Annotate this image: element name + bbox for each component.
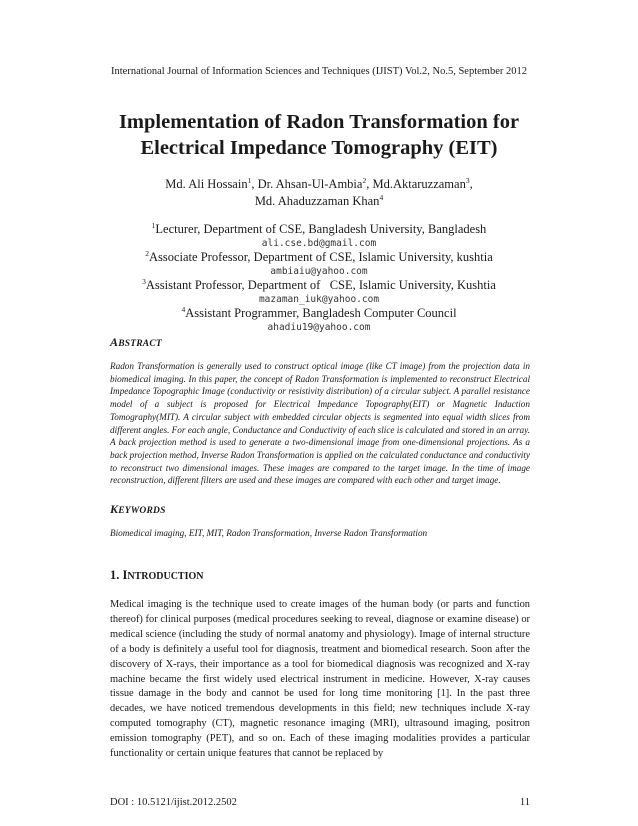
affiliation-text (60, 250, 578, 265)
author-1-name: Md. Ali Hossain (165, 177, 248, 191)
author-list (60, 176, 578, 210)
title-line-1: Implementation of Radon Transformation for (118, 111, 520, 133)
introduction-text: Medical imaging is the technique used to create images of the human body (or parts and function thereof) for clinical purposes (medical procedures seeking to reveal, diagnose or examine disease) or medical science (including the study of normal anatomy and physiology). Image of internal structure of a body is definitely a useful tool for diagnosis, treatment and biomedical research. Soon after the discovery of X-rays, their importance as a tool for biomedical diagnosis was recognized and X-ray machine became the first widely used electrical instrument in medicine. However, X-ray causes tissue damage in the body and cannot be used for long time monitoring [1]. In the past three decades, we have noticed tremendous developments in this field; new techniques include X-ray computed tomography (CT), magnetic resonance imaging (MRI), ultrasound imaging, positron emission tomography (PET), and so on. Each of these imaging modalities provides a particular functionality or certain unique features that cannot be replaced by (110, 599, 530, 760)
keywords-heading (110, 502, 166, 517)
affiliation-3 (60, 278, 578, 306)
affiliation-sup: 3 (142, 276, 146, 286)
author-1-sup: 1 (247, 175, 252, 185)
author-line-1 (60, 176, 578, 193)
affiliation-label: Associate Professor, Department of CSE, Islamic University, kushtia (148, 250, 493, 264)
affiliation-label: Assistant Professor, Department of CSE, Islamic University, Kushtia (145, 278, 496, 292)
author-3-tail: , (469, 177, 473, 191)
affiliation-email: mazaman_iuk@yahoo.com (258, 294, 380, 305)
affiliation-1 (60, 222, 578, 250)
paper-title (60, 109, 578, 161)
affiliation-text (60, 306, 578, 321)
affiliation-text (60, 278, 578, 293)
affiliation-email: ali.cse.bd@gmail.com (261, 238, 377, 249)
section-number: 1. (110, 568, 120, 582)
author-3-name: , Md.Aktaruzzaman (366, 177, 466, 191)
affiliation-text (60, 222, 578, 237)
affiliation-sup: 4 (181, 304, 186, 314)
abstract-heading-initial: A (110, 335, 119, 349)
introduction-heading (110, 568, 204, 583)
keywords-heading-rest: EYWORDS (118, 506, 166, 516)
affiliation-email: ahadiu19@yahoo.com (267, 322, 371, 333)
abstract-heading-rest: BSTRACT (118, 339, 162, 349)
affiliation-label: Assistant Programmer, Bangladesh Computer Council (185, 306, 457, 320)
affiliation-sup: 1 (151, 220, 156, 230)
affiliation-2 (60, 250, 578, 278)
abstract-text: Radon Transformation is generally used to construct optical image (like CT image) from the projection data in biomedical imaging. In this paper, the concept of Radon Transformation is implemented to reconstruct Electrical Impedance Topographic Image (conductivity or resistivity distribution) of a circular subject. A parallel resistance model of a subject is proposed for Electrical Impedance Topography(EIT) or Magnetic Induction Tomography(MIT). A circular subject with embedded circular objects is segmented into equal width slices from different angles. For each angle, Conductance and Conductivity of each slice is calculated and stored in an array. A back projection method is used to generate a two-dimensional image from one-dimensional projections. As a back projection method, Inverse Radon Transformation is applied on the calculated conductance and conductivity to reconstruct two dimensional images. These images are compared to the target image. In the time of image reconstruction, different filters are used and these images are compared with each other and target image. (110, 361, 530, 486)
title-line-2: Electrical Impedance Tomography (EIT) (140, 137, 498, 159)
affiliation-label: Lecturer, Department of CSE, Bangladesh University, Bangladesh (155, 222, 487, 236)
introduction-heading-rest: NTRODUCTION (127, 571, 204, 582)
author-2-sup: 2 (362, 175, 367, 185)
keywords-text: Biomedical imaging, EIT, MIT, Radon Transformation, Inverse Radon Transformation (110, 528, 428, 538)
author-3-sup: 3 (465, 175, 470, 185)
author-line-2 (60, 193, 578, 210)
affiliation-sup: 2 (145, 248, 149, 258)
author-4-name: Md. Ahaduzzaman Khan (254, 194, 380, 208)
affiliation-4 (60, 306, 578, 334)
introduction-heading-initial: I (122, 568, 128, 582)
author-2-name: , Dr. Ahsan-Ul-Ambia (251, 177, 363, 191)
author-4-sup: 4 (379, 192, 384, 202)
affiliation-email: ambiaiu@yahoo.com (270, 266, 368, 277)
affiliation-list (60, 222, 578, 334)
keywords-heading-initial: K (110, 502, 119, 516)
journal-header: International Journal of Information Sciences and Techniques (IJIST) Vol.2, No.5, September 2012 (111, 66, 527, 77)
abstract-heading (110, 335, 162, 350)
page-number: 11 (519, 797, 530, 808)
footer-doi: DOI : 10.5121/ijist.2012.2502 (110, 797, 237, 808)
